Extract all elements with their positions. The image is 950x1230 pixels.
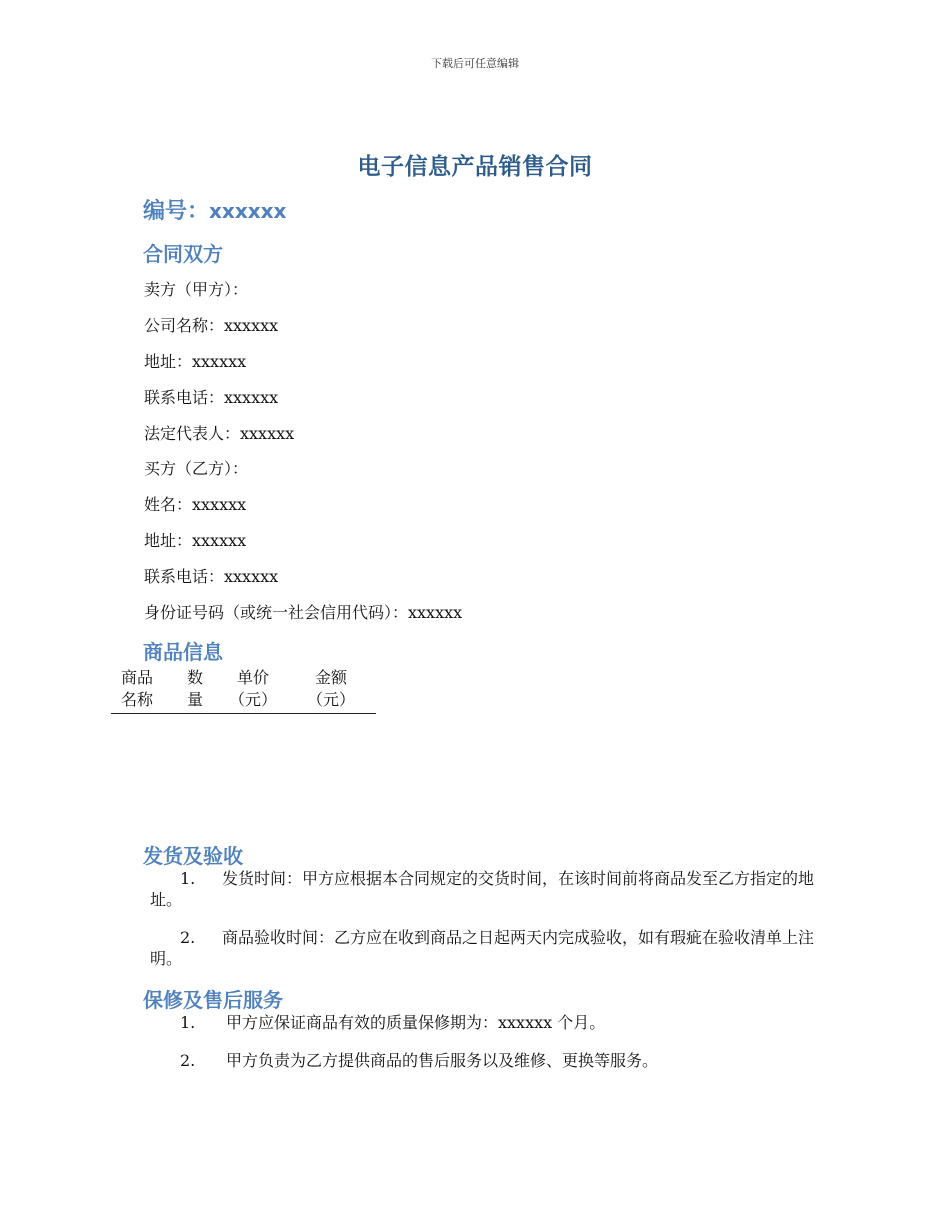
goods-table [111,667,376,714]
warranty-item: 1. 甲方应保证商品有效的质量保修期为：xxxxxx 个月。 [180,1013,606,1032]
company-name-line: 公司名称：xxxxxx [144,316,279,335]
warranty-heading: 保修及售后服务 [143,988,283,1012]
legal-rep-line: 法定代表人：xxxxxx [144,424,295,443]
goods-heading: 商品信息 [143,640,223,664]
col-goods-name: 商品 名称 [121,668,154,709]
buyer-name-line: 姓名：xxxxxx [144,495,247,514]
buyer-phone-line: 联系电话：xxxxxx [144,567,279,586]
col-unit-price: 单价 （元） [229,668,278,709]
col-quantity: 数 量 [187,668,204,709]
document-title: 电子信息产品销售合同 [357,154,593,180]
seller-phone-line: 联系电话：xxxxxx [144,388,279,407]
buyer-id-line: 身份证号码（或统一社会信用代码）：xxxxxx [144,603,463,622]
header-note: 下载后可任意编辑 [431,57,519,70]
delivery-heading: 发货及验收 [143,844,243,868]
col-amount: 金额 （元） [307,668,356,709]
parties-heading: 合同双方 [143,242,223,266]
buyer-label: 买方（乙方）： [144,459,249,478]
seller-label: 卖方（甲方）： [144,280,249,299]
warranty-item: 2. 甲方负责为乙方提供商品的售后服务以及维修、更换等服务。 [180,1051,659,1070]
delivery-item: 2. 商品验收时间：乙方应在收到商品之日起两天内完成验收，如有瑕疵在验收清单上注明。 [150,928,815,968]
serial-label: 编号： [143,199,210,224]
seller-address-line: 地址：xxxxxx [144,352,247,371]
delivery-item: 1. 发货时间：甲方应根据本合同规定的交货时间，在该时间前将商品发至乙方指定的地址。 [150,869,815,909]
serial-number [143,194,286,225]
serial-value: xxxxxx [209,199,287,223]
buyer-address-line: 地址：xxxxxx [144,531,247,550]
